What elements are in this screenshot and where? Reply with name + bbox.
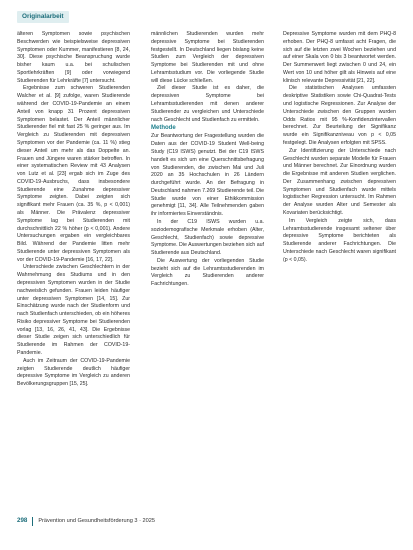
paragraph: Unterschiede zwischen Geschlechtern in der Wahrnehmung des Studiums und in den depressiven Symptomen wurden in der Studie nachweislich gefunden. Frauen leiden häufiger unter depressiven Symptomen [14, 15]. Zur Einschätzung wurde nach der Studienform und nach Studienfach unterschieden, ob ein höheres Risiko depressiver Symptome bei Studierenden vorlag [13, 16, 26, 41, 43]. Die Ergebnisse dieser Studie zeigen sich unterschiedlich für Studierende im Rahmen der COVID-19-Pandemie.: [17, 264, 130, 357]
journal-name: Prävention und Gesundheitsförderung 3 · 2025: [38, 518, 155, 524]
text-column-3: [283, 31, 396, 264]
paragraph: männlichen Studierenden wurden mehr depressive Symptome bei Studierenden festgestellt. In Deutschland liegen bislang keine Studien zum Vergleich der depressiven Symptome bei Studierenden mit und ohne Lehramtsstudium vor. Die vorliegende Studie will diese Lücke schließen.: [151, 31, 264, 84]
paragraph: Die Auswertung der vorliegenden Studie bezieht sich auf die Lehramtsstudierenden im Vergleich zu Studierenden anderer Fachrichtungen.: [151, 257, 264, 288]
paragraph: In der C19 ISWS wurden u.a. soziodemografische Merkmale erhoben (Alter, Geschlecht, Studienfach) sowie depressive Symptome. Die Auswertungen beziehen sich auf Studierende aus Deutschland.: [151, 218, 264, 257]
text-column-1: [17, 31, 130, 389]
text-column-2: [151, 31, 264, 289]
paragraph: Auch im Zeitraum der COVID-19-Pandemie zeigten Studierende deutlich häufiger depressive Symptome im Vergleich zu anderen Bevölkerungsgruppen [15, 25].: [17, 357, 130, 388]
paragraph: älteren Symptomen sowie psychischen Beschwerden wie beispielsweise depressiven Symptomen oder Kummer, manifestieren [8, 24, 30]. Diese psychische Beanspruchung wurde bisher kaum u.a. bei schulischen Sportlehrkräften [9] oder vorwiegend Studierenden für Lehrkräfte [7] untersucht.: [17, 31, 130, 84]
paragraph: Die statistischen Analysen umfassten deskriptive Statistiken sowie Chi-Quadrat-Tests und logistische Regressionen. Zur Analyse der Unterschiede zwischen den Gruppen wurden Odds Ratios mit 95 %-Konfidenzintervallen berechnet. Zur Beurteilung der Signifikanz wurde ein Signifikanzniveau von p < 0,05 festgelegt. Die Analysen erfolgten mit SPSS.: [283, 85, 396, 146]
paragraph: Zur Beantwortung der Fragestellung wurden die Daten aus der COVID-19 Student Well-being Study (C19 ISWS) genutzt. Bei der C19 ISWS handelt es sich um eine Querschnittsbefragung von Studierenden, die zwischen Mai und Juli 2020 an 35 Hochschulen in 26 Ländern durchgeführt wurde. An der Befragung in Deutschland nahmen 7.269 Studierende teil. Die Studie wurde von einer Ethikkommission genehmigt [11, 34]. Alle Teilnehmenden gaben ihr informiertes Einverständnis.: [151, 133, 264, 218]
section-tag: Originalarbeit: [17, 11, 69, 23]
paragraph: Depressive Symptome wurden mit dem PHQ-8 erhoben. Der PHQ-8 umfasst acht Fragen, die sich auf die letzten zwei Wochen beziehen und auf einer Skala von 0 bis 3 beantwortet werden. Der Summenwert liegt zwischen 0 und 24, ein Wert von 10 und höher gilt als Hinweis auf eine klinisch relevante Depressivität [21, 22].: [283, 31, 396, 84]
section-heading-methods: Methode: [151, 125, 176, 132]
page-number: 298: [17, 517, 28, 524]
paragraph: Zur Identifizierung der Unterschiede nach Geschlecht wurden separate Modelle für Frauen und Männer berechnet. Zur Einordnung wurden die Ergebnisse mit anderen Studien verglichen. Der Zusammenhang zwischen depressiven Symptomen und Studienfach wurde mittels logistischer Regression untersucht. Im Rahmen der Analyse wurden Alter und Semester als Kovariaten berücksichtigt.: [283, 147, 396, 216]
paragraph: Im Vergleich zeigte sich, dass Lehramtsstudierende insgesamt seltener über depressive Symptome berichteten als Studierende anderer Fachrichtungen. Die Unterschiede nach Geschlecht waren signifikant (p < 0,05).: [283, 217, 396, 263]
paragraph: Ergebnisse zum schweren Studierenden Walcher et al. [9] zufolge, waren Studierende während der COVID-19-Pandemie an einem Anteil von knapp 31 Prozent depressiven Symptomen belastet. Der Anteil männlicher Studierender fiel mit fast 25 % geringer aus. Im Vergleich zu Studierenden mit depressiven Symptomen vor der Pandemie (ca. 11 %) stieg dieser Anteil um mehr als das Doppelte an. Frauen und Jüngere waren stärker betroffen. In einer systematischen Review mit 43 Analysen von Lutz et al. [23] ergab sich im Zuge des COVID-19-Ausbruchs, dass insbesondere Studierende eine Zunahme depressiver Symptome zeigten. Dabei zeigten sich signifikant mehr Frauen (ca. 35 %, p < 0,001) als Männer. Die Prävalenz depressiver Symptome lag bei Studierenden mit durchschnittlich 22 % höher (p < 0,001). Andere Untersuchungen ergaben ein vergleichbares Bild. Während der Pandemie litten mehr Studierende unter depressiven Symptomen als vor der COVID-19-Pandemie [16, 17, 22].: [17, 85, 130, 263]
paragraph: Ziel dieser Studie ist es daher, die depressiven Symptome bei Lehramtsstudierenden mit denen anderer Studierender zu vergleichen und Unterschiede nach Geschlecht und Studienfach zu ermitteln.: [151, 85, 264, 123]
footer-divider: [32, 517, 33, 526]
page-footer: [17, 516, 155, 526]
